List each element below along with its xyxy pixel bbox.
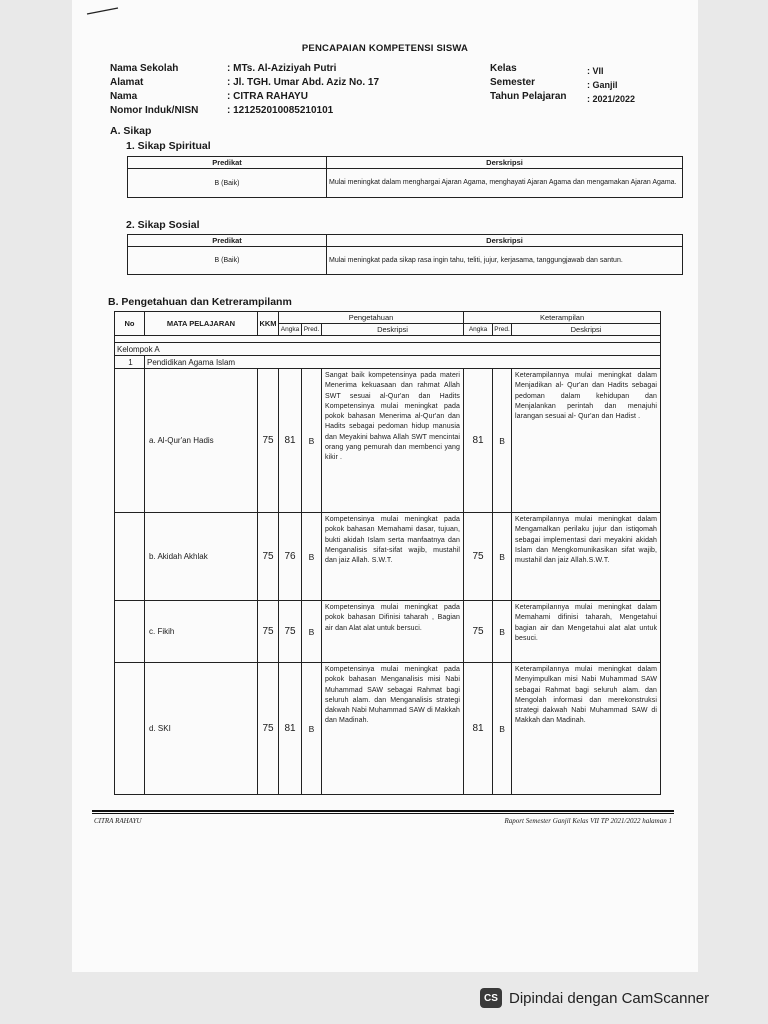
group-label: Kelompok A bbox=[115, 343, 661, 356]
value-nisn: : 121252010085210101 bbox=[227, 105, 334, 116]
skills-grade: B bbox=[493, 663, 512, 795]
skills-score: 81 bbox=[464, 369, 493, 513]
label-class: Kelas bbox=[490, 63, 517, 74]
footer-rule bbox=[92, 810, 674, 812]
col-deskripsi: Derskripsi bbox=[327, 157, 683, 169]
col-predikat: Predikat bbox=[128, 157, 327, 169]
spiritual-heading: 1. Sikap Spiritual bbox=[126, 140, 211, 152]
kkm-value: 75 bbox=[258, 663, 279, 795]
section-a-heading: A. Sikap bbox=[110, 125, 152, 137]
skills-grade: B bbox=[493, 601, 512, 663]
spiritual-table bbox=[127, 156, 683, 198]
social-heading: 2. Sikap Sosial bbox=[126, 219, 200, 231]
col-skills-desc: Deskripsi bbox=[512, 324, 661, 336]
col-skills-score: Angka bbox=[464, 324, 493, 336]
value-address: : Jl. TGH. Umar Abd. Aziz No. 17 bbox=[227, 77, 380, 88]
value-semester: : Ganjil bbox=[587, 80, 618, 90]
spacer-row bbox=[115, 336, 661, 343]
report-page bbox=[72, 0, 698, 972]
knowledge-grade: B bbox=[302, 601, 322, 663]
skills-description: Keterampilannya mulai meningkat dalam Menyimpulkan misi Nabi Muhammad SAW sebagai Rahmat bagi seluruh alam. dan Mengolah informasi dan merekonstruksi strategi dakwah Nabi Muhammad SAW di Makkah dan Madinah. bbox=[512, 663, 661, 795]
pen-mark bbox=[86, 6, 120, 16]
knowledge-score: 76 bbox=[279, 513, 302, 601]
skills-grade: B bbox=[493, 513, 512, 601]
value-school-year: : 2021/2022 bbox=[587, 94, 636, 104]
camscanner-watermark bbox=[480, 985, 709, 1011]
value-class: : VII bbox=[587, 66, 604, 76]
col-no: No bbox=[115, 312, 145, 336]
subject-name: d. SKI bbox=[145, 663, 258, 795]
knowledge-description: Kompetensinya mulai meningkat pada pokok bahasan Memahami dasar, tujuan, bukti akidah Islam serta manfaatnya dan Menganalisis sifat-sifat wajib, mustahil dan jaiz Allah. S.W.T. bbox=[322, 513, 464, 601]
knowledge-description: Kompetensinya mulai meningkat pada pokok bahasan Menganalisis misi Nabi Muhammad SAW sebagai Rahmat bagi seluruh alam. dan Menganalisis strategi dakwah Nabi Muhammad SAW di Makkah dan Madinah. bbox=[322, 663, 464, 795]
kkm-value: 75 bbox=[258, 601, 279, 663]
grades-table bbox=[114, 311, 661, 795]
col-skills-grade: Pred. bbox=[493, 324, 512, 336]
table-row bbox=[115, 663, 661, 795]
knowledge-grade: B bbox=[302, 663, 322, 795]
kkm-value: 75 bbox=[258, 369, 279, 513]
kkm-value: 75 bbox=[258, 513, 279, 601]
col-kkm: KKM bbox=[258, 312, 279, 336]
section-b-heading: B. Pengetahuan dan Ketrerampilanm bbox=[108, 296, 292, 308]
social-table bbox=[127, 234, 683, 275]
subject-group-name: Pendidikan Agama Islam bbox=[145, 356, 661, 369]
spiritual-deskripsi: Mulai meningkat dalam menghargai Ajaran Agama, menghayati Ajaran Agama dan mengamakan Ajaran Agama. bbox=[327, 169, 683, 198]
label-semester: Semester bbox=[490, 77, 536, 88]
knowledge-description: Kompetensinya mulai meningkat pada pokok bahasan Difinisi taharah , Bagian air dan Alat alat untuk bersuci. bbox=[322, 601, 464, 663]
col-deskripsi: Derskripsi bbox=[327, 235, 683, 247]
col-subject: MATA PELAJARAN bbox=[145, 312, 258, 336]
skills-description: Keterampilannya mulai meningkat dalam Memahami difinisi taharah, Mengetahui bagian air dan Mengetahui alat alat untuk besuci. bbox=[512, 601, 661, 663]
col-knowledge-grade: Pred. bbox=[302, 324, 322, 336]
knowledge-grade: B bbox=[302, 369, 322, 513]
subject-name: c. Fikih bbox=[145, 601, 258, 663]
label-name: Nama bbox=[110, 91, 138, 102]
value-school: : MTs. Al-Aziziyah Putri bbox=[227, 63, 337, 74]
table-row bbox=[115, 601, 661, 663]
table-row bbox=[115, 513, 661, 601]
footer-page-info: Raport Semester Ganjil Kelas VII TP 2021/2022 halaman 1 bbox=[504, 817, 672, 825]
knowledge-grade: B bbox=[302, 513, 322, 601]
report-title: PENCAPAIAN KOMPETENSI SISWA bbox=[301, 43, 469, 54]
label-nisn: Nomor Induk/NISN bbox=[110, 105, 199, 116]
value-name: : CITRA RAHAYU bbox=[227, 91, 308, 102]
col-predikat: Predikat bbox=[128, 235, 327, 247]
label-school: Nama Sekolah bbox=[110, 63, 179, 74]
subject-name: a. Al-Qur'an Hadis bbox=[145, 369, 258, 513]
spiritual-predikat: B (Baik) bbox=[128, 169, 327, 198]
label-address: Alamat bbox=[110, 77, 144, 88]
table-row bbox=[115, 369, 661, 513]
skills-score: 81 bbox=[464, 663, 493, 795]
skills-description: Keterampilannya mulai meningkat dalam Menjadikan al- Qur'an dan Hadits sebagai pedoman dalam kehidupan dan Menjalankan perintah dan menajuhi larangan sesuai al- Qur'an dan Hadist . bbox=[512, 369, 661, 513]
knowledge-description: Sangat baik kompetensinya pada materi Menerima kekuasaan dan rahmat Allah SWT sesuai al-Qur'an dan Hadits Kompetensinya mulai meningkat pada pokok bahasan Menerima al-Qur'an dan Hadits sebagai pedoman hidup manusia dan Meyakini bahwa Allah SWT mencintai orang yang pemurah dan membenci yang kikir . bbox=[322, 369, 464, 513]
camscanner-logo-icon: CS bbox=[480, 988, 502, 1008]
footer-student-name: CITRA RAHAYU bbox=[94, 817, 142, 825]
subject-number: 1 bbox=[115, 356, 145, 369]
knowledge-score: 75 bbox=[279, 601, 302, 663]
skills-score: 75 bbox=[464, 601, 493, 663]
col-skills: Keterampilan bbox=[464, 312, 661, 324]
camscanner-text: Dipindai dengan CamScanner bbox=[509, 989, 710, 1007]
knowledge-score: 81 bbox=[279, 369, 302, 513]
skills-description: Keterampilannya mulai meningkat dalam Mengamalkan perilaku jujur dan istiqomah sebagai implementasi dari meyakini akidah Islam dan Mengkomunikasikan sifat wajib, mustahil dan jaiz Allah.S.W.T. bbox=[512, 513, 661, 601]
col-knowledge: Pengetahuan bbox=[279, 312, 464, 324]
col-knowledge-score: Angka bbox=[279, 324, 302, 336]
subject-name: b. Akidah Akhlak bbox=[145, 513, 258, 601]
label-school-year: Tahun Pelajaran bbox=[490, 91, 567, 102]
skills-grade: B bbox=[493, 369, 512, 513]
knowledge-score: 81 bbox=[279, 663, 302, 795]
footer-rule-thin bbox=[92, 813, 674, 814]
skills-score: 75 bbox=[464, 513, 493, 601]
social-deskripsi: Mulai meningkat pada sikap rasa ingin tahu, teliti, jujur, kerjasama, tanggungjawab dan santun. bbox=[327, 247, 683, 275]
col-knowledge-desc: Deskripsi bbox=[322, 324, 464, 336]
social-predikat: B (Baik) bbox=[128, 247, 327, 275]
